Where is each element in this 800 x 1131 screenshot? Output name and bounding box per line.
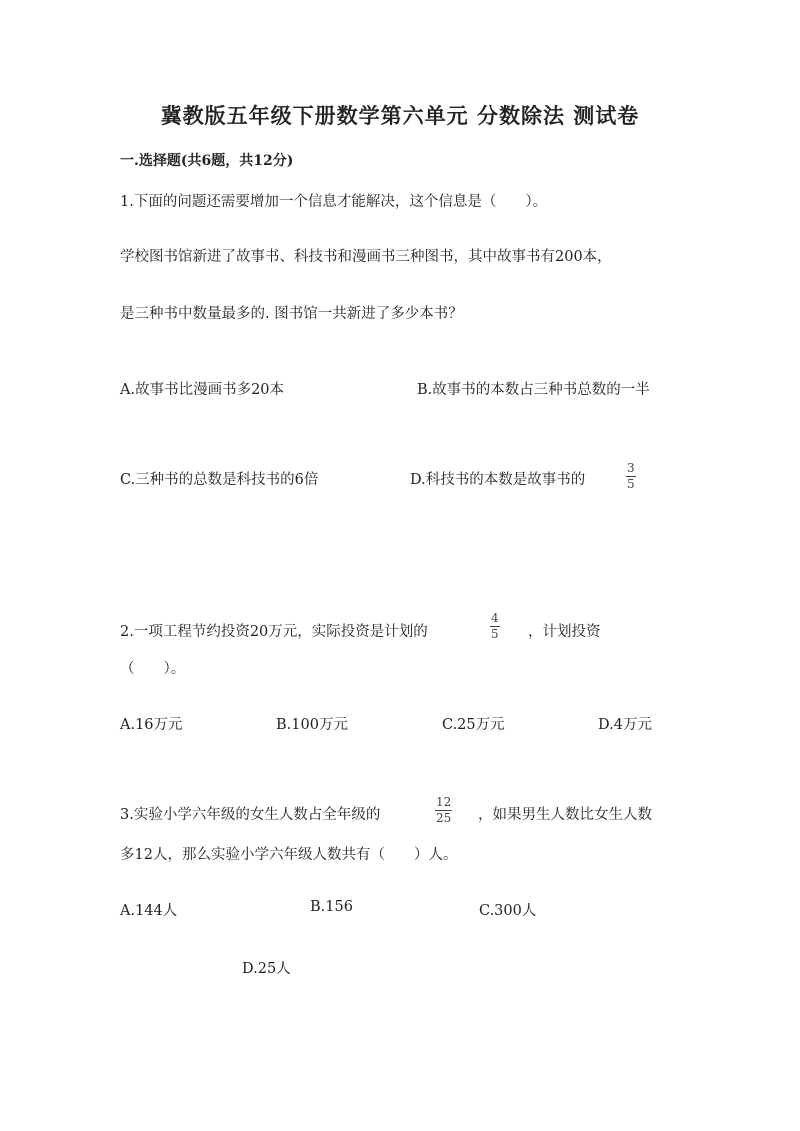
section-heading: 一.选择题(共6题，共12分) <box>120 153 294 169</box>
fraction-numerator: 12 <box>436 795 452 809</box>
question-1-option-b[interactable]: B.故事书的本数占三种书总数的一半 <box>417 382 650 398</box>
question-3-option-c[interactable]: C.300人 <box>479 903 537 919</box>
question-1-stem: 1.下面的问题还需要增加一个信息才能解决，这个信息是（ ）。 <box>120 194 548 210</box>
question-3-stem-part-2: ，如果男生人数比女生人数 <box>478 807 652 823</box>
question-2-option-b[interactable]: B.100万元 <box>276 717 348 733</box>
fraction-numerator: 3 <box>627 461 635 475</box>
fraction-numerator: 4 <box>491 611 499 625</box>
fraction-denominator: 5 <box>491 627 499 641</box>
question-2-option-c[interactable]: C.25万元 <box>442 717 505 733</box>
question-1-option-c[interactable]: C.三种书的总数是科技书的6倍 <box>120 472 319 488</box>
question-2-stem-part-2: ，计划投资 <box>528 624 601 640</box>
question-1-option-d-fraction <box>626 462 636 491</box>
question-2-fraction <box>490 612 500 641</box>
question-3-option-d[interactable]: D.25人 <box>242 961 291 977</box>
question-2-stem-part-1: 2.一项工程节约投资20万元，实际投资是计划的 <box>120 624 428 640</box>
question-1-option-a[interactable]: A.故事书比漫画书多20本 <box>120 382 285 398</box>
question-3-option-b[interactable]: B.156 <box>310 899 353 915</box>
question-2-option-d[interactable]: D.4万元 <box>598 717 652 733</box>
question-1-context-line-1: 学校图书馆新进了故事书、科技书和漫画书三种图书，其中故事书有200本， <box>120 249 612 265</box>
question-1-context-line-2: 是三种书中数量最多的. 图书馆一共新进了多少本书？ <box>120 306 463 322</box>
fraction-denominator: 25 <box>436 811 452 825</box>
page-title: 冀教版五年级下册数学第六单元 分数除法 测试卷 <box>160 103 640 128</box>
question-3-stem-line-2: 多12人，那么实验小学六年级人数共有（ ）人。 <box>120 847 458 863</box>
question-3-fraction <box>435 796 452 825</box>
fraction-denominator: 5 <box>627 477 635 491</box>
question-1-option-d[interactable]: D.科技书的本数是故事书的 <box>410 472 586 488</box>
question-2-stem-line-2: （ ）。 <box>120 661 186 677</box>
question-2-option-a[interactable]: A.16万元 <box>120 717 183 733</box>
question-3-option-a[interactable]: A.144人 <box>120 903 178 919</box>
question-3-stem-part-1: 3.实验小学六年级的女生人数占全年级的 <box>120 807 381 823</box>
